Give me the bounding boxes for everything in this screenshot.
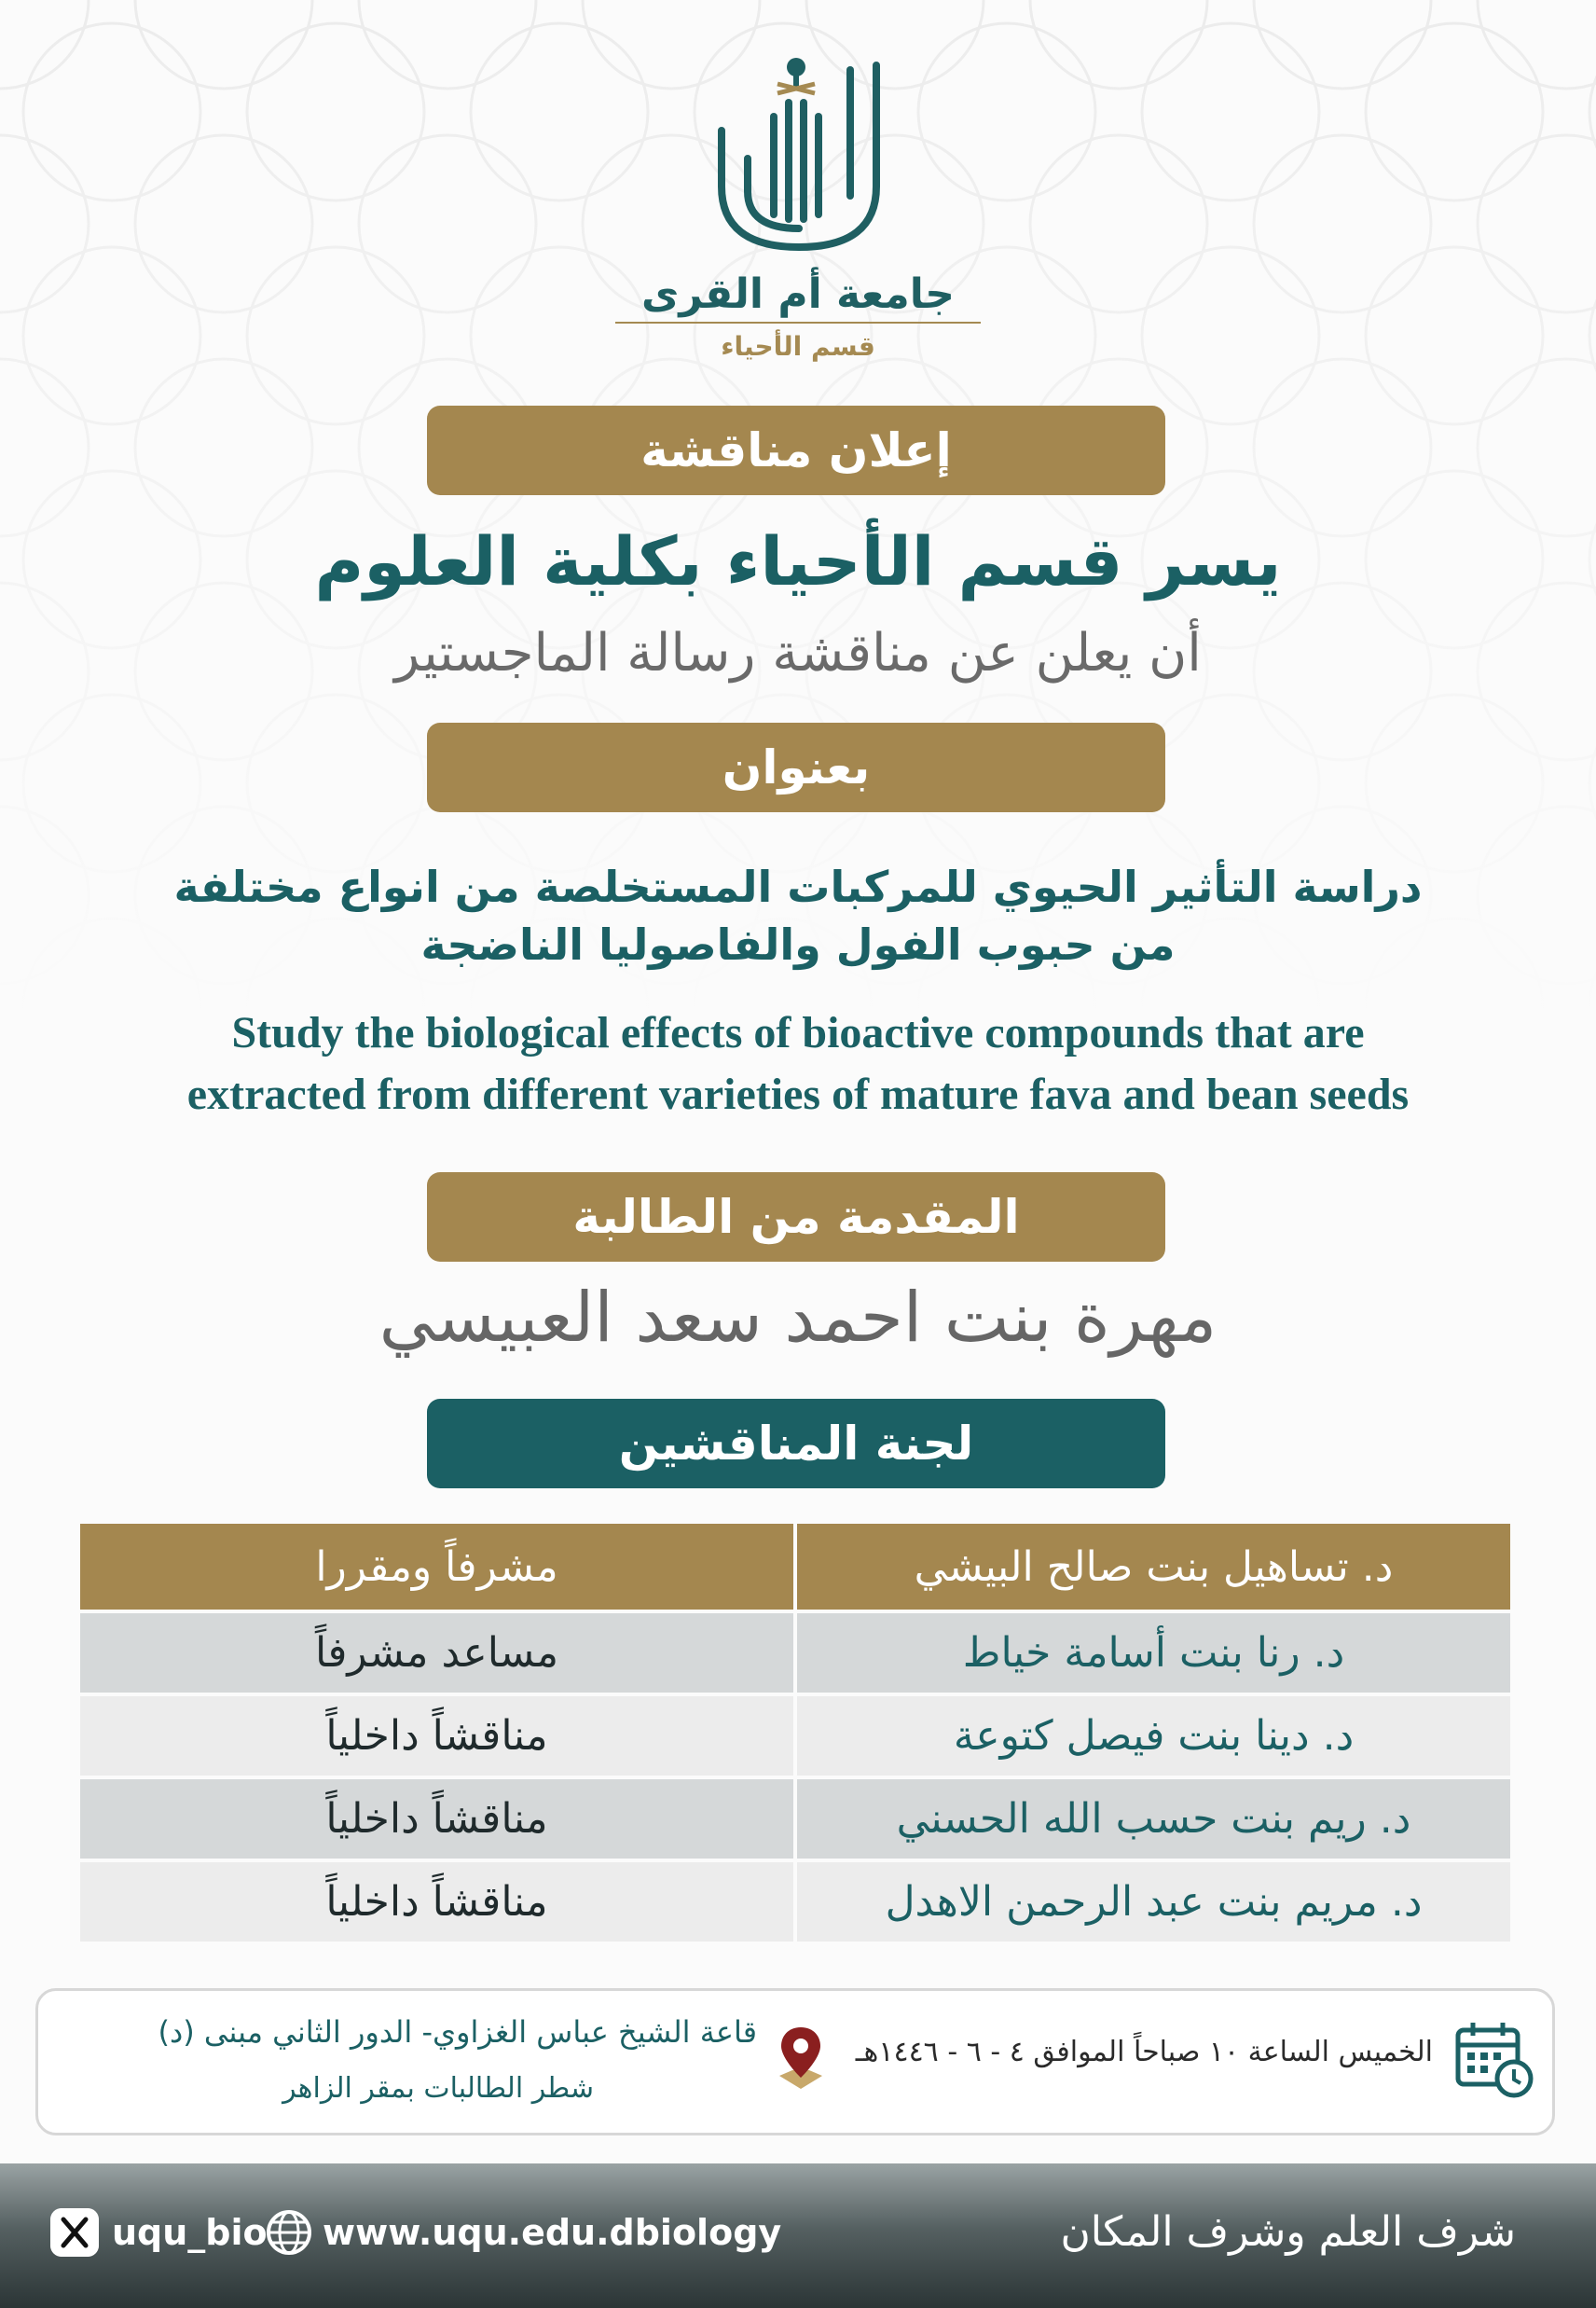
member-role: مناقشاً داخلياً	[80, 1862, 793, 1942]
table-row	[80, 1696, 1510, 1776]
x-logo-icon[interactable]	[50, 2208, 99, 2257]
footer-slogan: شرف العلم وشرف المكان	[1060, 2208, 1516, 2256]
student-name: مهرة بنت احمد سعد العبيسي	[378, 1278, 1218, 1358]
member-name: د. دينا بنت فيصل كتوعة	[797, 1696, 1510, 1776]
table-row	[80, 1779, 1510, 1859]
title-banner: بعنوان	[427, 723, 1165, 812]
intro-line-1: يسر قسم الأحياء بكلية العلوم	[314, 522, 1282, 601]
thesis-title-ar-line-1: دراسة التأثير الحيوي للمركبات المستخلصة من انواع مختلفة	[173, 862, 1423, 912]
thesis-title-en-line-2: extracted from different varieties of mature fava and bean seeds	[186, 1070, 1410, 1119]
member-role: مساعد مشرفاً	[80, 1613, 793, 1693]
intro-line-2: أن يعلن عن مناقشة رسالة الماجستير	[394, 623, 1202, 684]
committee-banner: لجنة المناقشين	[427, 1399, 1165, 1488]
logo-divider	[615, 322, 981, 324]
thesis-title-ar-line-2: من حبوب الفول والفاصوليا الناضجة	[420, 919, 1176, 970]
announcement-banner: إعلان مناقشة	[427, 406, 1165, 495]
member-name: د. تساهيل بنت صالح البيشي	[797, 1524, 1510, 1610]
event-datetime: الخميس الساعة ١٠ صباحاً الموافق ٤ - ٦ - ١٤٤٦هـ	[855, 2036, 1433, 2068]
member-role: مشرفاً ومقررا	[80, 1524, 793, 1610]
thesis-title-en-line-1: Study the biological effects of bioactive compounds that are	[231, 1008, 1365, 1057]
website-link[interactable]: www.uqu.edu.dbiology	[323, 2212, 782, 2253]
member-name: د. ريم بنت حسب الله الحسني	[797, 1779, 1510, 1859]
member-name: د. رنا بنت أسامة خياط	[797, 1613, 1510, 1693]
member-name: د. مريم بنت عبد الرحمن الاهدل	[797, 1862, 1510, 1942]
thesis-title-arabic	[0, 858, 1596, 974]
member-role: مناقشاً داخلياً	[80, 1779, 793, 1859]
table-row	[80, 1524, 1510, 1610]
department-name: قسم الأحياء	[721, 331, 875, 362]
table-row	[80, 1862, 1510, 1942]
globe-icon	[265, 2208, 313, 2257]
calendar-clock-icon	[1454, 2019, 1534, 2099]
x-handle-link[interactable]: uqu_bio	[112, 2212, 268, 2253]
university-name: جامعة أم القرى	[641, 270, 955, 318]
event-location-line-2: شطر الطالبات بمقر الزاهر	[282, 2072, 594, 2105]
event-location-line-1: قاعة الشيخ عباس الغزاوي- الدور الثاني مبنى (د)	[158, 2014, 757, 2050]
table-row	[80, 1613, 1510, 1693]
presenter-banner: المقدمة من الطالبة	[427, 1172, 1165, 1262]
member-role: مناقشاً داخلياً	[80, 1696, 793, 1776]
university-logo	[701, 28, 897, 261]
thesis-title-english	[0, 1002, 1596, 1126]
committee-table	[76, 1520, 1514, 1945]
map-pin-icon	[772, 2024, 830, 2094]
